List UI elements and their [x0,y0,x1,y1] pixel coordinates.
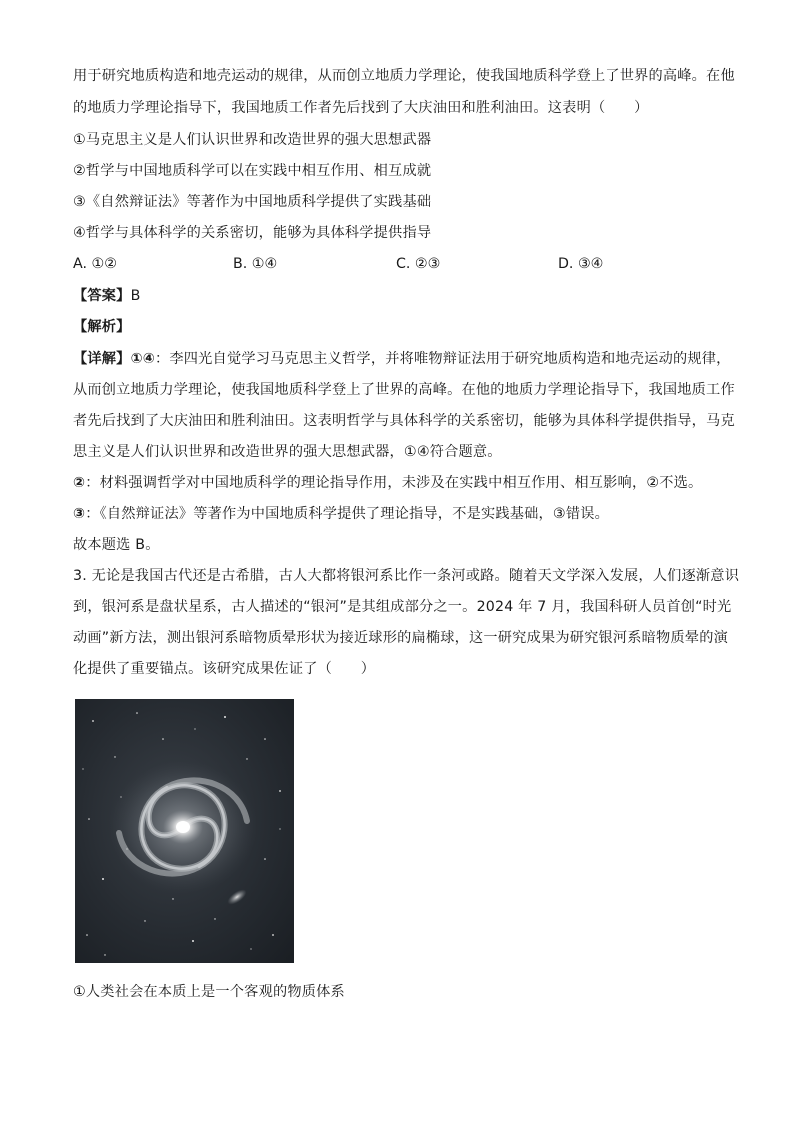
q2-option-d: D. ③④ [558,256,604,272]
detail-line-3: 者先后找到了大庆油田和胜利油田。这表明哲学与具体科学的关系密切，能够为具体科学提供指导，马克 [73,413,735,429]
q2-stem-line-1: 用于研究地质构造和地壳运动的规律，从而创立地质力学理论，使我国地质科学登上了世界的高峰。在他 [73,68,735,84]
note-2 [73,473,702,493]
q2-statement-3: ③《自然辩证法》等著作为中国地质科学提供了实践基础 [73,194,432,210]
q3-stem-line-4: 化提供了重要锚点。该研究成果佐证了（ ） [73,661,376,677]
q2-options [73,254,733,274]
q2-option-b: B. ①④ [233,256,278,272]
q2-statement-4: ④哲学与具体科学的关系密切，能够为具体科学提供指导 [73,225,432,241]
detail-line-2: 从而创立地质力学理论，使我国地质科学登上了世界的高峰。在他的地质力学理论指导下，我国地质工作 [73,382,735,398]
q2-option-c: C. ②③ [396,256,441,272]
note-2-text: ：材料强调哲学对中国地质科学的理论指导作用，未涉及在实践中相互作用、相互影响，②不选。 [85,475,703,491]
detail-marker: ①④ [130,351,155,367]
q3-stem-line-2: 到，银河系是盘状星系，古人描述的“银河”是其组成部分之一。2024 年 7 月，我国科研人员首创“时光 [73,599,732,615]
note-3-text: ：《自然辩证法》等著作为中国地质科学提供了理论指导，不是实践基础，③错误。 [85,506,609,522]
q2-statement-2: ②哲学与中国地质科学可以在实践中相互作用、相互成就 [73,163,432,179]
note-3-marker: ③ [73,506,86,522]
galaxy-photo [75,699,294,963]
answer-label: 【答案】 [73,288,131,304]
answer-value: B [130,288,141,304]
detail-text-1: ：李四光自觉学习马克思主义哲学，并将唯物辩证法用于研究地质构造和地壳运动的规律， [155,351,731,367]
detail-label: 【详解】 [73,351,131,367]
q2-conclusion: 故本题选 B。 [73,537,160,553]
detail-line-1 [73,349,731,369]
q3-stem-line-1: 3. 无论是我国古代还是古希腊，古人大都将银河系比作一条河或路。随着天文学深入发展，人们逐渐意识 [73,568,740,584]
q2-statement-1: ①马克思主义是人们认识世界和改造世界的强大思想武器 [73,132,432,148]
q3-statement-1: ①人类社会在本质上是一个客观的物质体系 [73,984,345,1000]
note-3 [73,504,609,524]
analysis-label: 【解析】 [73,319,131,335]
q2-stem-line-2: 的地质力学理论指导下，我国地质工作者先后找到了大庆油田和胜利油田。这表明（ ） [73,100,649,116]
detail-line-4: 思主义是人们认识世界和改造世界的强大思想武器，①④符合题意。 [73,444,502,460]
note-2-marker: ② [73,475,86,491]
q3-stem-line-3: 动画”新方法，测出银河系暗物质晕形状为接近球形的扁椭球，这一研究成果为研究银河系暗物质晕的演 [73,630,728,646]
q2-answer [73,286,141,306]
spiral-galaxy [109,761,257,893]
q2-option-a: A. ①② [73,256,117,272]
